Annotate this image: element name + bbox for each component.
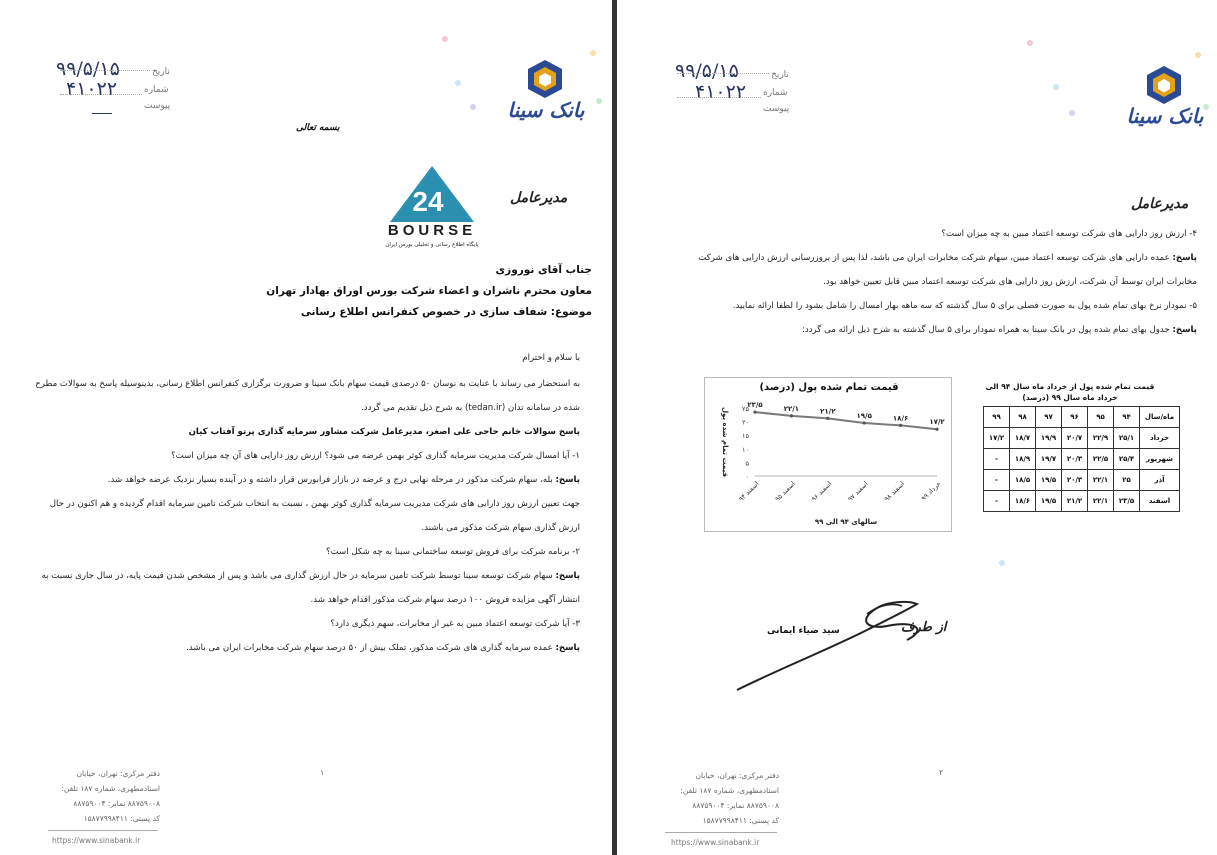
handwritten-title: مدیرعامل bbox=[510, 190, 568, 206]
greeting: با سلام و احترام bbox=[522, 353, 580, 363]
table-row bbox=[984, 428, 1180, 449]
bourse-logo bbox=[376, 164, 488, 254]
data-point bbox=[790, 414, 793, 417]
table-cell: ۱۹/۵ bbox=[1036, 470, 1062, 491]
answer-label: پاسخ: bbox=[555, 571, 580, 581]
question-5: ۵- نمودار نرخ بهای تمام شده پول به صورت فصلی برای ۵ سال گذشته که سه ماهه بهار امسال را شامل بشود را لطفا ارائه نمایید. bbox=[732, 301, 1197, 311]
table-cell: ۱۹/۷ bbox=[1036, 449, 1062, 470]
section-heading: پاسخ سوالات خانم حاجی علی اصغر، مدیرعامل شرکت مشاور سرمایه گذاری پرتو آفتاب کیان bbox=[188, 427, 580, 437]
table-header-cell: ۹۹ bbox=[984, 407, 1010, 428]
bank-name: بانک سینا bbox=[1126, 104, 1204, 128]
question-4: ۴- ارزش روز دارایی های شرکت توسعه اعتماد مبین به چه میزان است؟ bbox=[941, 229, 1197, 239]
table-cell: - bbox=[984, 491, 1010, 512]
y-tick-label: ۲۰ bbox=[742, 418, 749, 427]
x-tick-label: اسفند ۹۵ bbox=[773, 479, 797, 504]
table-cell: ۲۲/۱ bbox=[1088, 491, 1114, 512]
y-tick-label: ۲۵ bbox=[742, 405, 749, 413]
table-cell: ۲۲/۵ bbox=[1088, 449, 1114, 470]
number-label: شماره bbox=[144, 85, 169, 95]
answer-3: پاسخ: عمده سرمایه گذاری های شرکت مذکور، تملک بیش از ۵۰ درصد سهام شرکت مخابرات ایران می باشد. bbox=[186, 643, 580, 653]
table-cell: ۱۷/۲ bbox=[984, 428, 1010, 449]
handwritten-title: مدیرعامل bbox=[1131, 196, 1189, 212]
table-header-cell: ماه/سال bbox=[1140, 407, 1180, 428]
table-cell: ۲۲/۱ bbox=[1088, 470, 1114, 491]
table-title: قیمت تمام شده پول از خرداد ماه سال ۹۴ الی خرداد ماه سال ۹۹ (درصد) bbox=[985, 382, 1155, 402]
data-point bbox=[826, 417, 829, 420]
signatory-name: سید ضیاء ایمانی bbox=[767, 626, 840, 636]
data-label: ۲۳/۵ bbox=[747, 401, 763, 410]
number-label: شماره bbox=[763, 88, 788, 98]
data-label: ۱۷/۲ bbox=[929, 418, 945, 427]
table-cell: شهریور bbox=[1140, 449, 1180, 470]
bourse-triangle-icon bbox=[376, 164, 488, 224]
table-header-cell: ۹۴ bbox=[1114, 407, 1140, 428]
bank-logo-icon bbox=[524, 58, 566, 100]
table-cell: ۱۸/۷ bbox=[1010, 428, 1036, 449]
table-header-cell: ۹۶ bbox=[1062, 407, 1088, 428]
y-tick-label: ۵ bbox=[745, 459, 749, 468]
table-header-row bbox=[984, 407, 1180, 428]
date-underline bbox=[60, 70, 150, 71]
data-label: ۱۹/۵ bbox=[856, 411, 872, 420]
number-underline bbox=[60, 94, 142, 95]
answer-5: پاسخ: جدول بهای تمام شده پول در بانک سینا به همراه نمودار برای ۵ سال گذشته به شرح ذیل ارائه می گردد: bbox=[801, 325, 1197, 335]
data-point bbox=[899, 424, 902, 427]
answer-1: پاسخ: بله، سهام شرکت مذکور در مرحله نهایی درج و عرضه در بازار فرابورس قرار داشته و در آینده بسیار نزدیک عرضه خواهد شد. bbox=[107, 475, 580, 485]
table-cell: - bbox=[984, 449, 1010, 470]
attachment-label: پیوست bbox=[763, 104, 790, 114]
table-cell: ۲۵ bbox=[1114, 470, 1140, 491]
bank-logo-icon bbox=[1143, 64, 1185, 106]
on-behalf-handwritten: از طرف bbox=[901, 620, 947, 635]
table-cell: ۲۵/۱ bbox=[1114, 428, 1140, 449]
number-value: ۴۱۰۲۲ bbox=[695, 81, 747, 103]
letter-body bbox=[677, 222, 1197, 342]
y-tick-label: ۱۰ bbox=[742, 445, 749, 454]
decorative-dot bbox=[1069, 110, 1075, 116]
table-cell: ۲۰/۳ bbox=[1062, 449, 1088, 470]
table-cell: ۱۹/۵ bbox=[1036, 491, 1062, 512]
bismillah: بسمه تعالی bbox=[296, 123, 340, 133]
footer-divider bbox=[665, 832, 777, 833]
table-cell: ۲۳/۵ bbox=[1114, 491, 1140, 512]
date-underline bbox=[677, 73, 769, 74]
y-tick-label: ۱۵ bbox=[742, 432, 749, 441]
decorative-dot bbox=[470, 104, 476, 110]
x-tick-label: اسفند ۹۷ bbox=[846, 479, 870, 504]
table-cell: ۲۱/۲ bbox=[1062, 491, 1088, 512]
page-number: ۱ bbox=[320, 768, 325, 777]
decorative-dot bbox=[455, 80, 461, 86]
table-cell: - bbox=[984, 470, 1010, 491]
table-header-cell: ۹۸ bbox=[1010, 407, 1036, 428]
addressee-block bbox=[250, 260, 592, 323]
x-tick-label: اسفند ۹۶ bbox=[809, 479, 834, 504]
question-1: ۱- آیا امسال شرکت مدیریت سرمایه گذاری کوثر بهمن عرضه می شود؟ ارزش روز دارایی های آن چه میزان است؟ bbox=[171, 451, 580, 461]
chart-title: قیمت تمام شده پول (درصد) bbox=[759, 382, 899, 393]
table-cell: ۲۲/۹ bbox=[1088, 428, 1114, 449]
bourse-word: BOURSE bbox=[387, 222, 477, 239]
x-tick-label: خرداد ۹۹ bbox=[919, 479, 943, 503]
footer-divider bbox=[48, 830, 158, 831]
decorative-dot bbox=[596, 98, 602, 104]
table-cell: اسفند bbox=[1140, 491, 1180, 512]
footer-address: دفتر مرکزی: تهران، خیابان استادمطهری، شماره ۱۸۷ تلفن: ۸۸۷۵۹۰۰۸ نمابر: ۸۸۷۵۹۰۰۴ کد پستی: ۱۵۸۷۷۹۹۸۴۱۱ bbox=[680, 771, 779, 825]
decorative-dot bbox=[442, 36, 448, 42]
bank-logo bbox=[506, 58, 586, 148]
data-point bbox=[863, 421, 866, 424]
answer-1-continued: جهت تعیین ارزش روز دارایی های شرکت مدیریت سرمایه گذاری کوثر بهمن ، نسبت به انتخاب شرکت تامین سرمایه اقدام گردیده و هم اکنون در حال ارزش گذاری سهام شرکت مذکور می باشند. bbox=[49, 499, 580, 533]
bank-name: بانک سینا bbox=[507, 98, 585, 122]
letter-body bbox=[30, 346, 580, 660]
table-cell: ۱۸/۶ bbox=[1010, 491, 1036, 512]
answer-4: پاسخ: عمده دارایی های شرکت توسعه اعتماد مبین، سهام شرکت مخابرات ایران می باشد، لذا پس از بروزرسانی ارزش دارایی های شرکت مخابرات ایران توسط آن شرکت، ارزش روز دارایی های شرکت توسعه اعتماد مبین قابل تعیین خواهد بود. bbox=[698, 253, 1197, 287]
answer-2: پاسخ: سهام شرکت توسعه سینا توسط شرکت تامین سرمایه در حال ارزش گذاری می باشد و پس از مشخص شدن قیمت پایه، در سال جاری نسبت به انتشار آگهی مزایده فروش ۱۰۰ درصد سهام شرکت مذکور اقدام خواهد شد. bbox=[41, 571, 580, 605]
table-row bbox=[984, 470, 1180, 491]
page-number: ۲ bbox=[939, 768, 944, 777]
x-axis-label: سالهای ۹۴ الی ۹۹ bbox=[814, 518, 878, 526]
x-tick-label: اسفند ۹۸ bbox=[882, 479, 907, 504]
table-cell: ۲۰/۳ bbox=[1062, 470, 1088, 491]
x-tick-label: اسفند ۹۴ bbox=[737, 479, 761, 504]
answer-label: پاسخ: bbox=[555, 643, 580, 653]
data-point bbox=[935, 428, 938, 431]
intro-paragraph: به استحضار می رساند با عنایت به نوسان ۵۰ درصدی قیمت سهام بانک سینا و ضرورت برگزاری کنفرانس اطلاع رسانی، بدینوسیله پاسخ به سوالات مطرح شده در سامانه تدان (tedan.ir) به شرح ذیل تقدیم می گردد. bbox=[35, 379, 580, 413]
footer-address: دفتر مرکزی: تهران، خیابان استادمطهری، شماره ۱۸۷ تلفن: ۸۸۷۵۹۰۰۸ نمابر: ۸۸۷۵۹۰۰۴ کد پستی: ۱۵۸۷۷۹۹۸۴۱۱ bbox=[61, 769, 160, 823]
table-header-cell: ۹۵ bbox=[1088, 407, 1114, 428]
table-row bbox=[984, 449, 1180, 470]
attachment-label: پیوست bbox=[144, 101, 171, 111]
data-point bbox=[753, 410, 756, 413]
handwritten-signature bbox=[717, 590, 957, 700]
number-value: ۴۱۰۲۲ bbox=[66, 78, 118, 100]
table-cell: آذر bbox=[1140, 470, 1180, 491]
cost-of-money-chart bbox=[704, 377, 952, 532]
table-cell: خرداد bbox=[1140, 428, 1180, 449]
letter-page-2 bbox=[617, 0, 1217, 855]
table-cell: ۱۸/۹ bbox=[1010, 449, 1036, 470]
attachment-dash bbox=[92, 113, 112, 114]
table-header-cell: ۹۷ bbox=[1036, 407, 1062, 428]
footer-website[interactable]: https://www.sinabank.ir bbox=[671, 838, 760, 847]
answer-label: پاسخ: bbox=[1172, 325, 1197, 335]
recipient-name: جناب آقای نوروزی bbox=[495, 264, 592, 276]
decorative-dot bbox=[999, 560, 1005, 566]
answer-label: پاسخ: bbox=[555, 475, 580, 485]
date-value: ۹۹/۵/۱۵ bbox=[56, 58, 120, 80]
y-tick-label: ۰ bbox=[745, 473, 749, 481]
question-2: ۲- برنامه شرکت برای فروش توسعه ساختمانی سینا به چه شکل است؟ bbox=[326, 547, 580, 557]
table-cell: ۲۰/۷ bbox=[1062, 428, 1088, 449]
cost-of-money-table bbox=[983, 406, 1180, 512]
recipient-position: معاون محترم ناشران و اعضاء شرکت بورس اوراق بهادار تهران bbox=[266, 285, 592, 297]
table-cell: ۱۹/۹ bbox=[1036, 428, 1062, 449]
chart-plot-area bbox=[705, 378, 953, 533]
data-label: ۱۸/۶ bbox=[892, 414, 909, 423]
question-3: ۳- آیا شرکت توسعه اعتماد مبین به غیر از مخابرات، سهم دیگری دارد؟ bbox=[330, 619, 580, 629]
footer-website[interactable]: https://www.sinabank.ir bbox=[52, 836, 141, 845]
decorative-dot bbox=[1027, 40, 1033, 46]
date-label: تاریخ bbox=[152, 67, 170, 77]
bourse-subtitle: پایگاه اطلاع رسانی و تحلیلی بورس ایران bbox=[385, 242, 479, 248]
decorative-dot bbox=[1053, 84, 1059, 90]
svg-text:24: 24 bbox=[412, 186, 444, 217]
decorative-dot bbox=[1195, 52, 1201, 58]
table-row bbox=[984, 491, 1180, 512]
table-cell: ۲۵/۴ bbox=[1114, 449, 1140, 470]
data-label: ۲۲/۱ bbox=[783, 404, 800, 413]
decorative-dot bbox=[590, 50, 596, 56]
y-axis-label: قیمت تمام شده پول bbox=[721, 406, 729, 478]
letter-subject: موضوع: شفاف سازی در خصوص کنفرانس اطلاع رسانی bbox=[300, 306, 592, 318]
bank-logo bbox=[1125, 64, 1205, 154]
answer-label: پاسخ: bbox=[1172, 253, 1197, 263]
table-cell: ۱۸/۵ bbox=[1010, 470, 1036, 491]
date-value: ۹۹/۵/۱۵ bbox=[675, 60, 739, 82]
series-line bbox=[755, 412, 937, 429]
date-label: تاریخ bbox=[771, 70, 789, 80]
data-label: ۲۱/۲ bbox=[820, 407, 836, 416]
number-underline bbox=[677, 97, 761, 98]
